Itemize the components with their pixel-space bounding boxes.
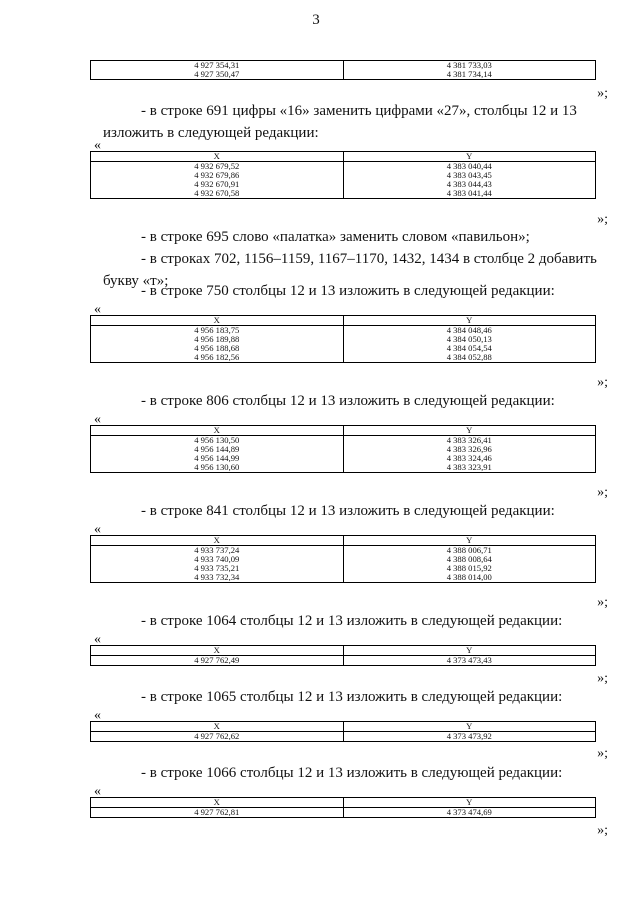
x-value: 4 956 130,50 — [194, 435, 240, 445]
x-value: 4 956 182,56 — [194, 352, 240, 362]
coordinates-table-841 — [90, 535, 596, 583]
y-header: Y — [343, 536, 596, 546]
x-header: X — [91, 152, 344, 162]
table-row — [91, 732, 596, 742]
y-cell — [343, 326, 596, 363]
closing-quote: »; — [597, 671, 608, 686]
amendment-806-text — [103, 390, 608, 412]
paragraph-line: - в строке 1066 столбцы 12 и 13 изложить в следующей редакции: — [141, 765, 563, 781]
y-value: 4 384 052,88 — [446, 352, 492, 362]
x-value: 4 932 679,86 — [194, 170, 240, 180]
x-value: 4 956 144,89 — [194, 444, 240, 454]
opening-quote: « — [94, 708, 101, 723]
y-header: Y — [343, 426, 596, 436]
table-row — [91, 326, 596, 363]
x-header: X — [91, 798, 344, 808]
paragraph-line: - в строке 750 столбцы 12 и 13 изложить в следующей редакции: — [141, 283, 555, 299]
closing-quote: »; — [597, 375, 608, 390]
amendment-691-text — [103, 100, 608, 144]
x-value: 4 933 732,34 — [194, 572, 240, 582]
y-value: 4 373 473,43 — [343, 656, 596, 666]
table-row — [91, 546, 596, 583]
x-value: 4 927 762,49 — [91, 656, 344, 666]
y-value: 4 388 008,64 — [446, 554, 492, 564]
y-value: 4 383 326,41 — [446, 435, 492, 445]
table-row — [91, 656, 596, 666]
x-value: 4 956 188,68 — [194, 343, 240, 353]
closing-quote: »; — [597, 823, 608, 838]
coordinates-table-1064 — [90, 645, 596, 666]
coordinates-table-750 — [90, 315, 596, 363]
paragraph-line: букву «т»; — [103, 273, 169, 289]
x-value: 4 933 737,24 — [194, 545, 240, 555]
paragraph-line: - в строке 1065 столбцы 12 и 13 изложить в следующей редакции: — [141, 689, 563, 705]
x-value: 4 927 762,81 — [91, 808, 344, 818]
x-value: 4 927 350,47 — [194, 69, 240, 79]
y-value: 4 383 326,96 — [446, 444, 492, 454]
table-row — [91, 808, 596, 818]
y-value: 4 381 734,14 — [446, 69, 492, 79]
x-header: X — [91, 646, 344, 656]
y-value: 4 383 040,44 — [446, 161, 492, 171]
amendment-841-text — [103, 500, 608, 522]
y-cell — [343, 546, 596, 583]
x-header: X — [91, 722, 344, 732]
amendment-750-text — [103, 280, 608, 302]
table-row — [91, 436, 596, 473]
y-value: 4 388 015,92 — [446, 563, 492, 573]
table-row — [91, 162, 596, 199]
paragraph-line: - в строке 695 слово «палатка» заменить словом «павильон»; — [141, 229, 530, 245]
y-header: Y — [343, 798, 596, 808]
x-value: 4 932 670,91 — [194, 179, 240, 189]
x-value: 4 933 735,21 — [194, 563, 240, 573]
x-value: 4 927 354,31 — [194, 60, 240, 70]
coordinates-table-806 — [90, 425, 596, 473]
coordinates-table-1065 — [90, 721, 596, 742]
coordinates-table-1066 — [90, 797, 596, 818]
x-value: 4 956 144,99 — [194, 453, 240, 463]
y-cell — [343, 436, 596, 473]
opening-quote: « — [94, 302, 101, 317]
y-value: 4 383 041,44 — [446, 188, 492, 198]
x-value: 4 956 189,88 — [194, 334, 240, 344]
paragraph-line: - в строке 691 цифры «16» заменить цифрами «27», столбцы 12 и 13 — [141, 103, 577, 119]
y-value: 4 383 044,43 — [446, 179, 492, 189]
y-value: 4 383 043,45 — [446, 170, 492, 180]
table-row — [91, 61, 596, 80]
y-header: Y — [343, 316, 596, 326]
page-number: 3 — [312, 12, 320, 28]
x-header: X — [91, 426, 344, 436]
x-value: 4 927 762,62 — [91, 732, 344, 742]
x-cell — [91, 326, 344, 363]
paragraph-line: - в строках 702, 1156–1159, 1167–1170, 1432, 1434 в столбце 2 добавить — [141, 251, 597, 267]
x-cell — [91, 61, 344, 80]
y-header: Y — [343, 722, 596, 732]
y-value: 4 383 324,46 — [446, 453, 492, 463]
paragraph-line: - в строке 806 столбцы 12 и 13 изложить в следующей редакции: — [141, 393, 555, 409]
x-cell — [91, 436, 344, 473]
x-value: 4 932 670,58 — [194, 188, 240, 198]
x-value: 4 956 130,60 — [194, 462, 240, 472]
y-value: 4 384 050,13 — [446, 334, 492, 344]
x-header: X — [91, 536, 344, 546]
y-cell — [343, 162, 596, 199]
opening-quote: « — [94, 138, 101, 153]
y-cell — [343, 61, 596, 80]
y-value: 4 373 473,92 — [343, 732, 596, 742]
opening-quote: « — [94, 412, 101, 427]
x-cell — [91, 162, 344, 199]
coordinates-table-continued — [90, 60, 596, 80]
closing-quote: »; — [597, 212, 608, 227]
x-cell — [91, 546, 344, 583]
x-value: 4 933 740,09 — [194, 554, 240, 564]
opening-quote: « — [94, 784, 101, 799]
closing-quote: »; — [597, 595, 608, 610]
closing-quote: »; — [597, 485, 608, 500]
closing-quote: »; — [597, 746, 608, 761]
y-value: 4 381 733,03 — [446, 60, 492, 70]
amendment-1066-text — [103, 762, 608, 784]
opening-quote: « — [94, 632, 101, 647]
paragraph-line: изложить в следующей редакции: — [103, 125, 319, 141]
opening-quote: « — [94, 522, 101, 537]
paragraph-line: - в строке 841 столбцы 12 и 13 изложить в следующей редакции: — [141, 503, 555, 519]
y-value: 4 384 054,54 — [446, 343, 492, 353]
y-value: 4 384 048,46 — [446, 325, 492, 335]
closing-quote: »; — [597, 86, 608, 101]
y-value: 4 388 014,00 — [446, 572, 492, 582]
y-header: Y — [343, 152, 596, 162]
amendment-695-text — [103, 226, 608, 248]
y-header: Y — [343, 646, 596, 656]
x-header: X — [91, 316, 344, 326]
amendment-1065-text — [103, 686, 608, 708]
x-value: 4 932 679,52 — [194, 161, 240, 171]
amendment-1064-text — [103, 610, 608, 632]
y-value: 4 383 323,91 — [446, 462, 492, 472]
paragraph-line: - в строке 1064 столбцы 12 и 13 изложить в следующей редакции: — [141, 613, 563, 629]
y-value: 4 373 474,69 — [343, 808, 596, 818]
x-value: 4 956 183,75 — [194, 325, 240, 335]
y-value: 4 388 006,71 — [446, 545, 492, 555]
coordinates-table-691 — [90, 151, 596, 199]
